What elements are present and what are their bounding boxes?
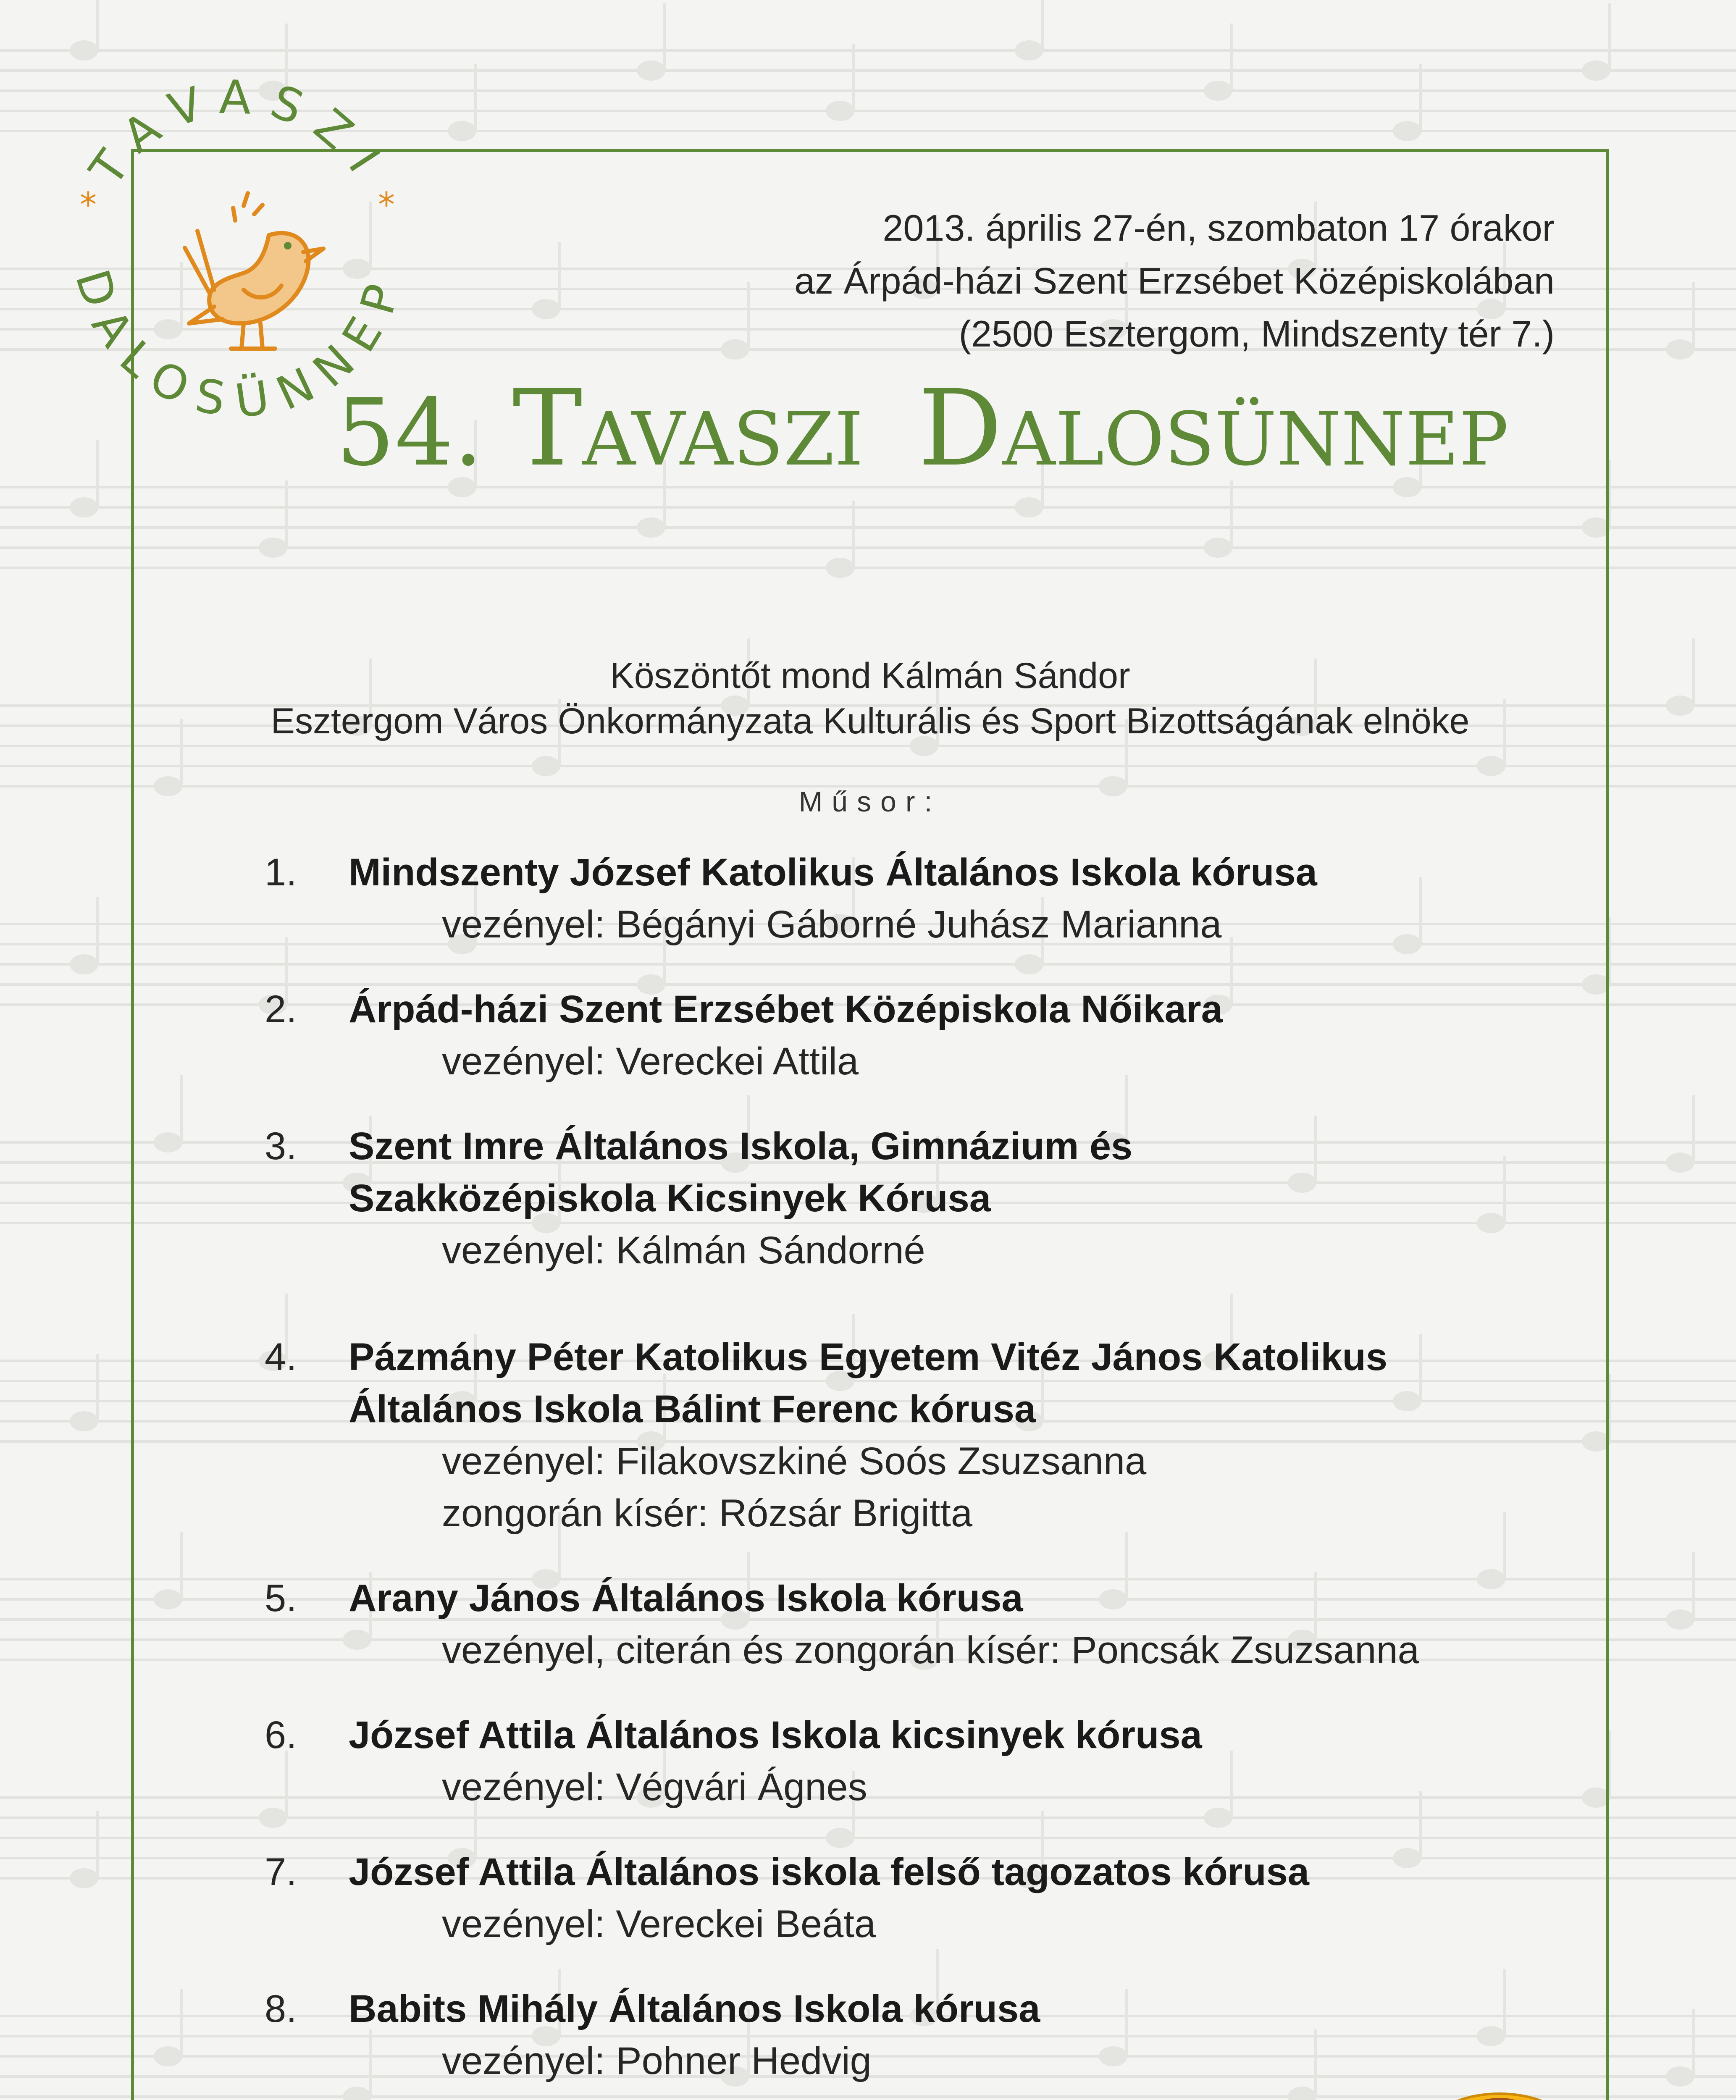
conductor: vezényel: Filakovszkiné Soós Zsuzsanna: [442, 1440, 1147, 1483]
note-head: [1393, 121, 1421, 141]
note-head: [1666, 1609, 1694, 1630]
logo-arc-top-text: TAVASZI: [79, 70, 400, 195]
note-stem: [1692, 1095, 1695, 1163]
note-head: [1666, 2066, 1694, 2087]
program-number: 3.: [265, 1125, 297, 1168]
program-item-3: [265, 1120, 1588, 1276]
greeting-line-2: Esztergom Város Önkormányzata Kulturális és Sport Bizottságának elnöke: [271, 701, 1470, 741]
page-title: [336, 367, 1596, 491]
conductor: vezényel: Vereckei Attila: [442, 1040, 859, 1083]
note-stem: [96, 440, 99, 507]
note-head: [1666, 1152, 1694, 1173]
event-info: [546, 202, 1555, 360]
accompanist: zongorán kísér: Rózsár Brigitta: [442, 1492, 972, 1535]
program-item-2: [265, 983, 1588, 1087]
greeting: [131, 653, 1609, 744]
program-number: 5.: [265, 1577, 297, 1620]
note-stem: [1692, 2009, 1695, 2076]
program-number: 2.: [265, 988, 297, 1031]
note-stem: [852, 44, 855, 111]
title-word-dalosunnep: Dalosünnep: [918, 367, 1509, 489]
program-number: 8.: [265, 1987, 297, 2030]
choir-name-line-2: Általános Iskola Bálint Ferenc kórusa: [349, 1388, 1036, 1431]
conductor: vezényel: Kálmán Sándorné: [442, 1229, 925, 1272]
note-stem: [1230, 24, 1233, 91]
bird-icon: [185, 193, 323, 349]
choir-name: Arany János Általános Iskola kórusa: [349, 1577, 1023, 1620]
note-stem: [96, 1354, 99, 1421]
program-item-1: [265, 846, 1588, 950]
conductor: vezényel: Vereckei Beáta: [442, 1903, 876, 1945]
title-word-tavaszi: Tavaszi: [512, 367, 864, 489]
flowers-illustration: [1361, 2081, 1655, 2100]
program-number: 1.: [265, 851, 297, 894]
choir-name: Pázmány Péter Katolikus Egyetem Vitéz János Katolikus: [349, 1336, 1387, 1378]
note-head: [70, 954, 98, 974]
choir-name: Mindszenty József Katolikus Általános Iskola kórusa: [349, 851, 1317, 894]
choir-name: Szent Imre Általános Iskola, Gimnázium és: [349, 1125, 1133, 1168]
note-head: [1666, 339, 1694, 360]
choir-name: József Attila Általános iskola felső tagozatos kórusa: [349, 1851, 1309, 1893]
note-head: [70, 1411, 98, 1431]
choir-name: Árpád-házi Szent Erzsébet Középiskola Nőikara: [349, 988, 1223, 1031]
note-stem: [1608, 3, 1611, 71]
event-address: (2500 Esztergom, Mindszenty tér 7.): [959, 313, 1555, 354]
note-stem: [96, 897, 99, 964]
event-venue: az Árpád-házi Szent Erzsébet Középiskolában: [794, 260, 1555, 302]
conductor: vezényel: Bégányi Gáborné Juhász Marianna: [442, 903, 1222, 946]
note-stem: [1041, 0, 1044, 50]
note-head: [637, 60, 665, 81]
note-stem: [96, 0, 99, 50]
note-stem: [96, 1811, 99, 1878]
svg-text:TAVASZI: [79, 70, 399, 196]
event-date: 2013. április 27-én, szombaton 17 órakor: [882, 207, 1555, 249]
note-head: [70, 497, 98, 517]
flower-icon-center: [1432, 2094, 1567, 2100]
note-stem: [1692, 638, 1695, 706]
note-stem: [1419, 64, 1422, 131]
program-number: 7.: [265, 1851, 297, 1893]
note-stem: [1692, 282, 1695, 349]
logo-arc-bottom-text: DALOSÜNNEP: [65, 263, 414, 429]
program-item-6: [265, 1709, 1588, 1813]
program-number: 6.: [265, 1714, 297, 1756]
note-head: [1666, 696, 1694, 716]
note-head: [1204, 81, 1232, 101]
note-head: [826, 101, 854, 121]
note-head: [1582, 60, 1610, 81]
program-label: Műsor:: [798, 786, 942, 818]
choir-name: Babits Mihály Általános Iskola kórusa: [349, 1987, 1040, 2030]
note-head: [448, 121, 476, 141]
note-head: [70, 1868, 98, 1888]
note-stem: [1692, 1552, 1695, 1620]
conductor: vezényel, citerán és zongorán kísér: Poncsák Zsuzsanna: [442, 1629, 1419, 1672]
program-item-5: [265, 1572, 1588, 1676]
greeting-line-1: Köszöntőt mond Kálmán Sándor: [610, 656, 1130, 696]
title-number: 54.: [336, 379, 483, 486]
program-number: 4.: [265, 1336, 297, 1378]
choir-name: József Attila Általános Iskola kicsinyek kórusa: [349, 1714, 1202, 1756]
logo-star-right: *: [378, 185, 395, 224]
program-item-7: [265, 1846, 1588, 1950]
note-head: [1015, 40, 1043, 60]
choir-name-line-2: Szakközépiskola Kicsinyek Kórusa: [349, 1177, 991, 1220]
program-list: [265, 846, 1588, 2100]
logo-star-left: *: [80, 185, 97, 224]
conductor: vezényel: Pohner Hedvig: [442, 2040, 872, 2082]
program-item-4: [265, 1331, 1588, 1539]
conductor: vezényel: Végvári Ágnes: [442, 1766, 867, 1809]
note-stem: [663, 3, 666, 71]
program-item-8: [265, 1983, 1588, 2087]
note-stem: [474, 64, 477, 131]
